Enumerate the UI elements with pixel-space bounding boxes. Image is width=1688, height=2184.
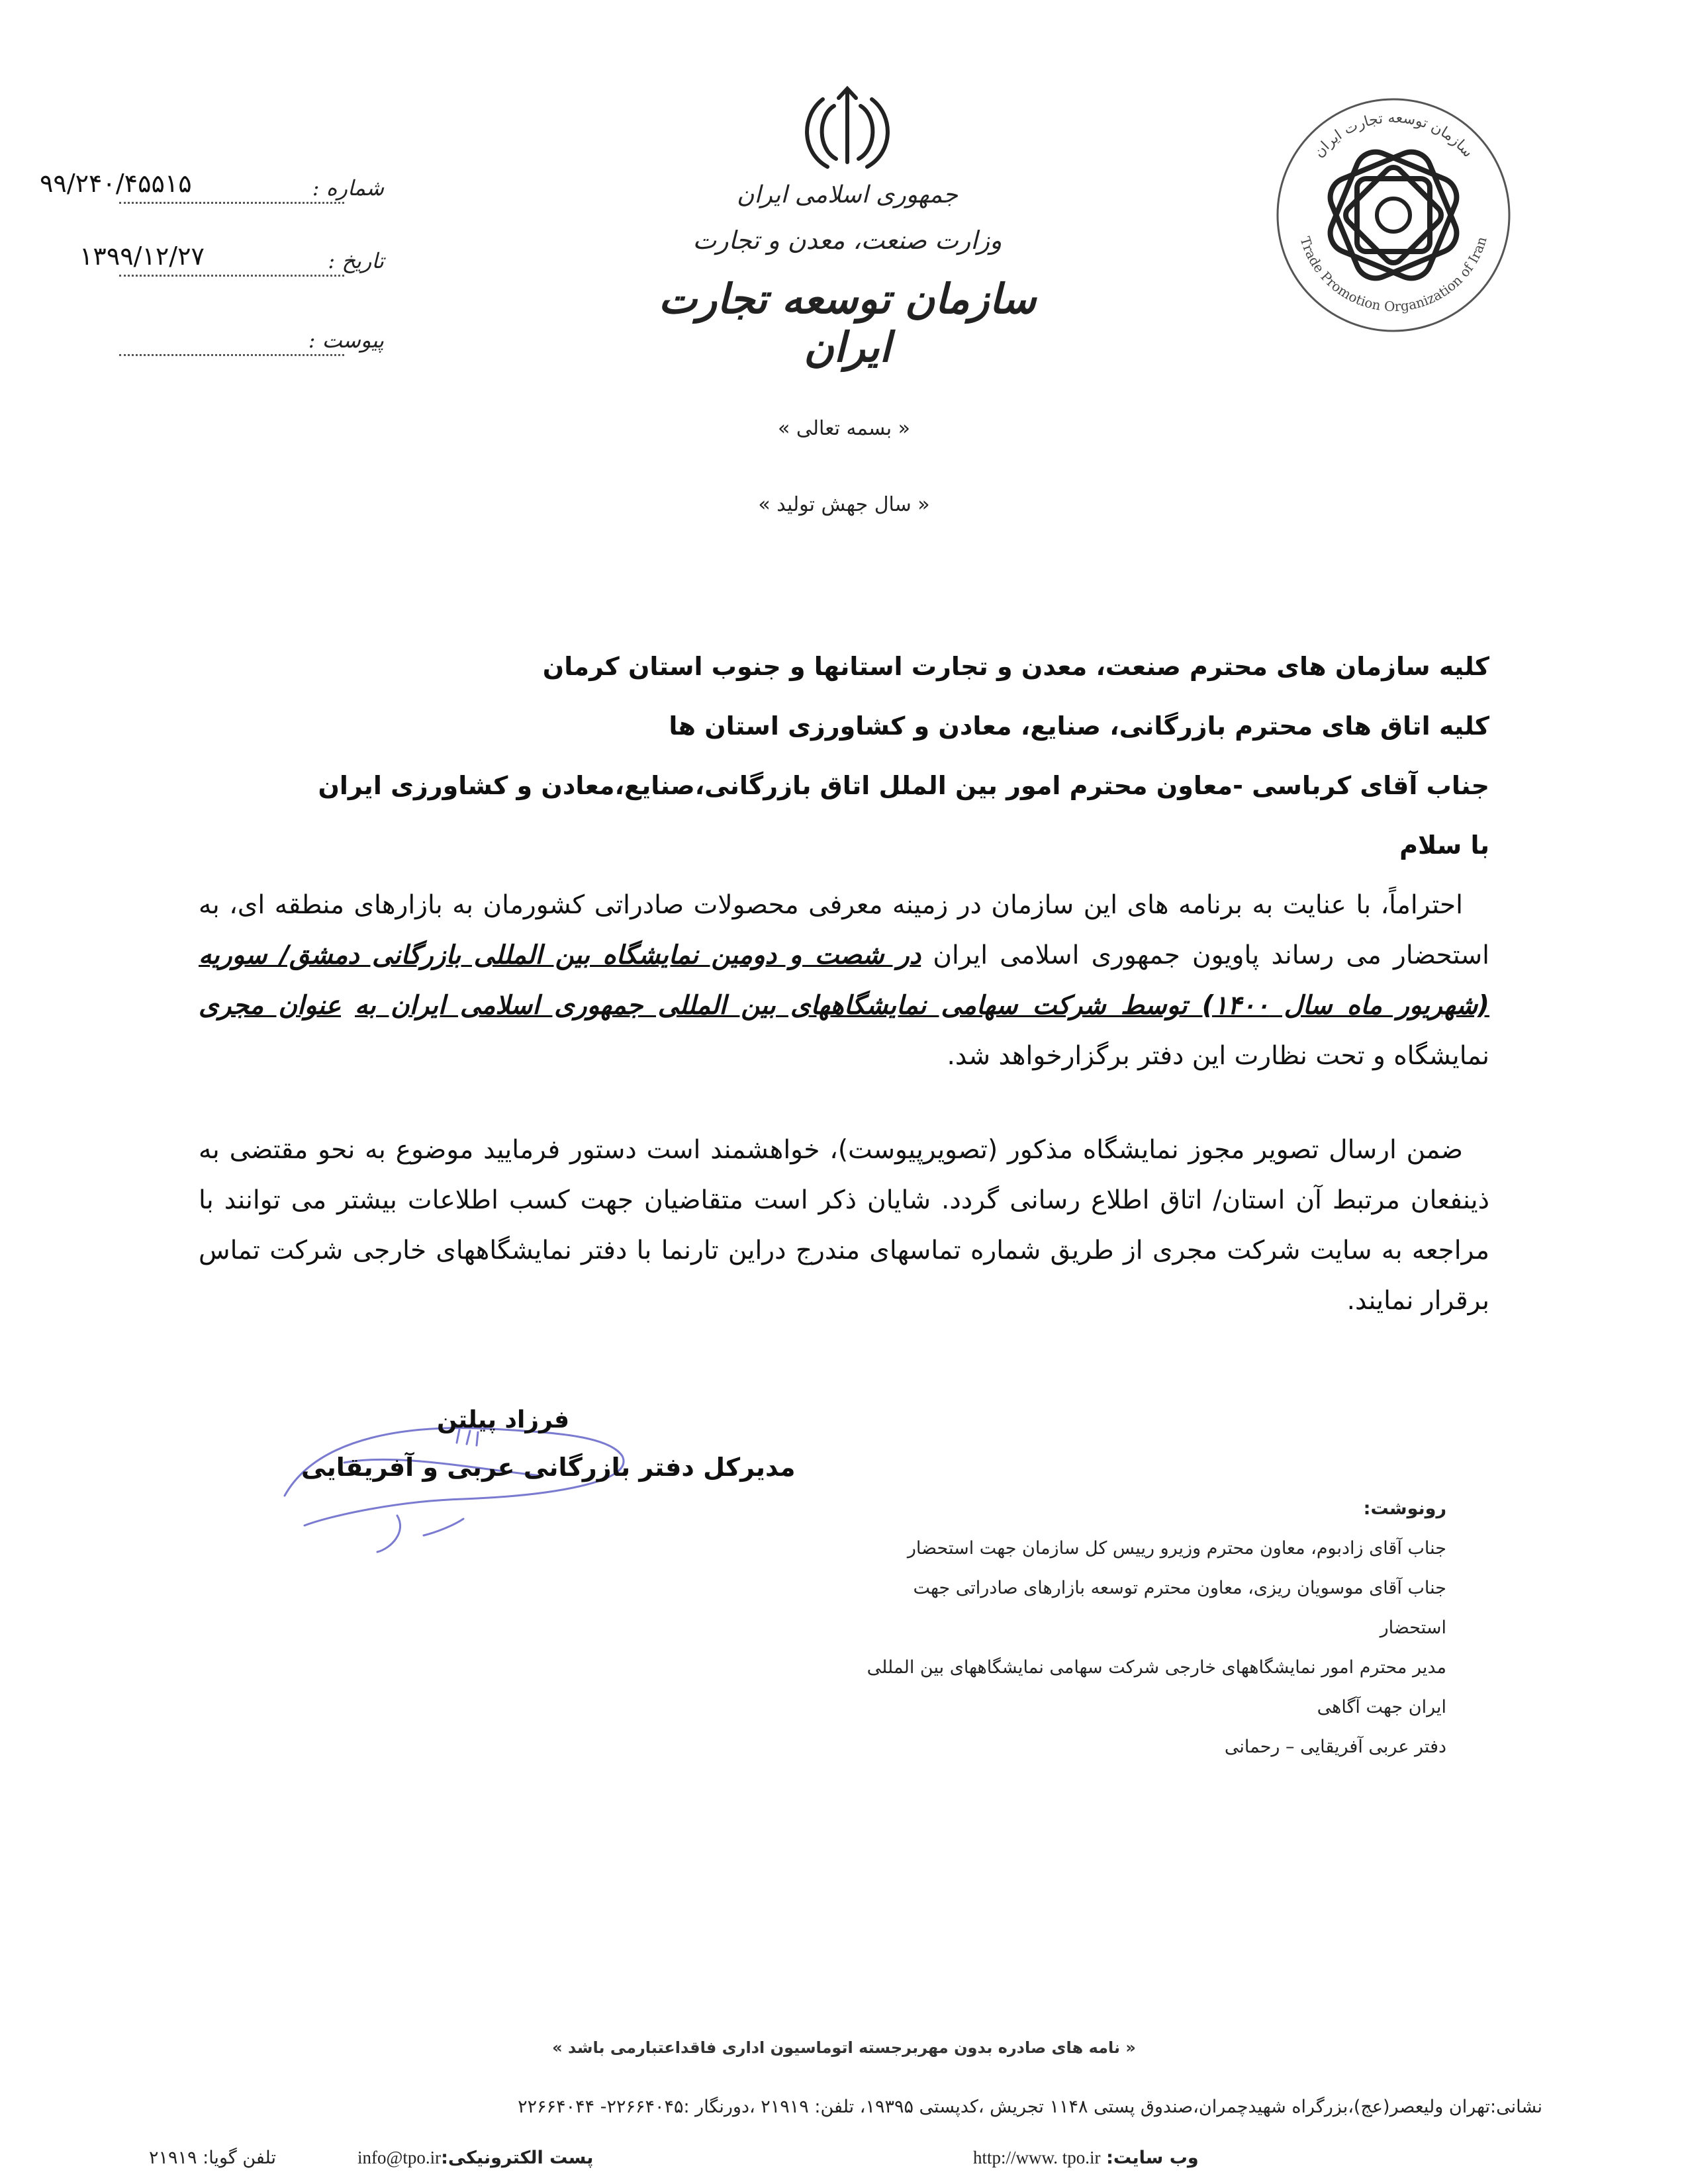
body-p1-intro: احتراماً، با عنایت به برنامه های این سازمان در زمینه معرفی محصولات صادراتی کشورمان به بازارهای منطقه ای، به استحضار می رساند پاویون جمهوری اسلامی ایران: [199, 890, 1490, 970]
footer-address: نشانی:تهران ولیعصر(عج)،بزرگراه شهیدچمران،صندوق پستی ۱۱۴۸ تجریش ،کدپستی ۱۹۳۹۵، تلفن: ۲۱۹۱۹ ،دورنگار :۲۲۶۶۴۰۴۵- ۲۲۶۶۴۰۴۴: [518, 2097, 1542, 2117]
signer-title: مدیرکل دفتر بازرگانی عربی و آفریقایی: [301, 1453, 796, 1482]
cc-line-3: استحضار: [1380, 1617, 1446, 1638]
email-link[interactable]: info@tpo.ir: [357, 2148, 442, 2167]
attachment-line: [119, 354, 344, 356]
emblem-line-ministry: وزارت صنعت، معدن و تجارت: [692, 226, 1002, 255]
tpo-logo: [1271, 93, 1516, 338]
tpo-logo-icon: [1271, 93, 1516, 338]
iran-emblem-icon: [798, 79, 897, 172]
salutation: با سلام: [1399, 831, 1489, 860]
emblem-line-republic: جمهوری اسلامی ایران: [737, 181, 958, 208]
website-link[interactable]: http://www. tpo.ir: [973, 2148, 1101, 2167]
footer-email: [357, 2148, 593, 2168]
letter-date-label: تاریخ :: [328, 248, 384, 273]
letter-number-line: [119, 202, 344, 204]
letter-number-field: [40, 169, 384, 215]
recipient-line-3: جناب آقای کرباسی -معاون محترم امور بین الملل اتاق بازرگانی،صنایع،معادن و کشاورزی ایران: [318, 771, 1489, 800]
recipient-line-2: کلیه اتاق های محترم بازرگانی، صنایع، معادن و کشاورزی استان ها: [669, 711, 1489, 741]
body-p1-organizer: عنوان مجری: [199, 991, 341, 1021]
website-label: وب سایت:: [1106, 2148, 1199, 2168]
footer-website: [973, 2148, 1199, 2168]
cc-line-4: مدیر محترم امور نمایشگاههای خارجی شرکت سهامی نمایشگاههای بین المللی: [867, 1657, 1446, 1678]
cc-line-5: ایران جهت آگاهی: [1317, 1697, 1446, 1717]
logo-ring-text-en: Trade Promotion Organization of Iran: [1297, 234, 1490, 315]
footer-phone: [149, 2148, 276, 2168]
phone-label: تلفن گویا:: [203, 2148, 276, 2168]
cc-line-2: جناب آقای موسویان ریزی، معاون محترم توسعه بازارهای صادراتی جهت: [913, 1578, 1446, 1598]
letter-date-field: [40, 242, 384, 288]
logo-ring-text-fa: سازمان توسعه تجارت ایران: [1310, 109, 1477, 161]
ministry-emblem-block: [655, 79, 1039, 371]
footer-validity-note: « نامه های صادره بدون مهربرجسته اتوماسیون اداری فاقداعتبارمی باشد »: [552, 2038, 1136, 2057]
cc-line-1: جناب آقای زادبوم، معاون محترم وزیرو رییس کل سازمان جهت استحضار: [907, 1538, 1446, 1559]
letter-number-label: شماره :: [312, 175, 384, 201]
bismillah: « بسمه تعالی »: [778, 417, 910, 440]
attachment-label: پیوست :: [308, 328, 384, 353]
recipient-line-1: کلیه سازمان های محترم صنعت، معدن و تجارت استانها و جنوب استان کرمان: [542, 652, 1489, 681]
svg-text:سازمان توسعه تجارت ایران: [1311, 110, 1476, 161]
letter-date-line: [119, 275, 344, 277]
signer-name: فرزاد پیلتن: [437, 1406, 570, 1433]
phone-value: ۲۱۹۱۹: [149, 2148, 197, 2168]
body-paragraph-1: [199, 880, 1489, 1081]
body-p1-exhibition: در شصت و دومین نمایشگاه بین المللی بازرگانی دمشق/ سوریه (شهریور ماه سال ۱۴۰۰) توسط شرکت سهامی نمایشگاههای بین المللی جمهوری اسلامی ایران به: [199, 940, 1489, 1021]
year-slogan: « سال جهش تولید »: [758, 493, 930, 516]
letter-number-value: ۹۹/۲۴۰/۴۵۵۱۵: [40, 169, 192, 198]
cc-line-6: دفتر عربی آفریقایی – رحمانی: [1224, 1737, 1446, 1757]
letter-date-value: ۱۳۹۹/۱۲/۲۷: [79, 242, 205, 271]
cc-heading: رونوشت:: [1363, 1498, 1446, 1519]
body-paragraph-2: ضمن ارسال تصویر مجوز نمایشگاه مذکور (تصویرپیوست)، خواهشمند است دستور فرمایید موضوع به نحو مقتضی به ذینفعان مرتبط آن استان/ اتاق اطلاع رسانی گردد. شایان ذکر است متقاضیان جهت کسب اطلاعات بیشتر می توانند با مراجعه به سایت شرکت مجری از طریق شماره تماسهای مندرج دراین تارنما با دفتر نمایشگاههای خارجی شرکت تماس برقرار نمایند.: [199, 1135, 1489, 1316]
email-label: پست الکترونیکی:: [441, 2148, 594, 2168]
attachment-field: [40, 321, 384, 367]
body-p1-outro: نمایشگاه و تحت نظارت این دفتر برگزارخواهد شد.: [947, 1041, 1489, 1071]
organization-name: سازمان توسعه تجارت ایران: [658, 275, 1037, 371]
cc-block: [784, 1489, 1446, 1767]
